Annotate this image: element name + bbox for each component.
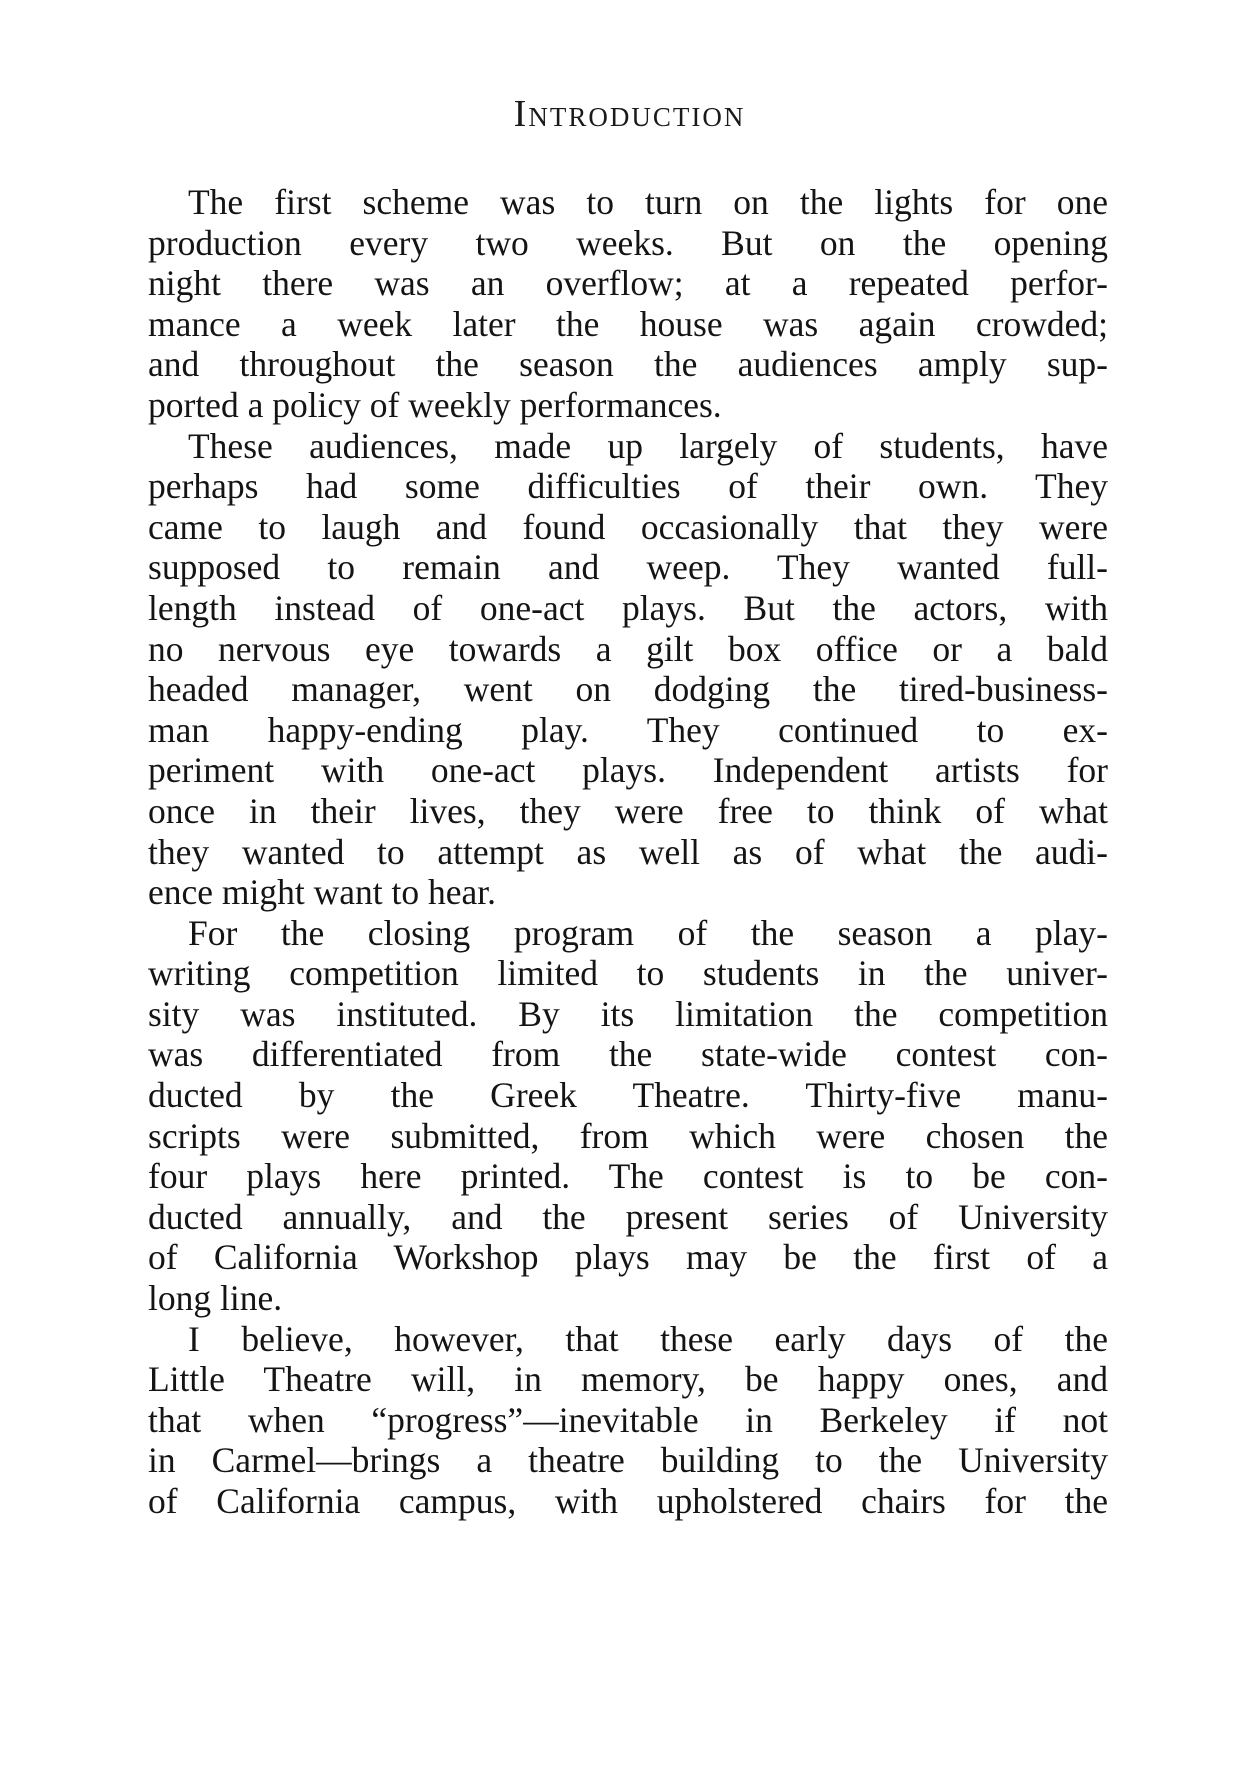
- text-line: that when “progress”—inevitable in Berkeley if not: [148, 1399, 1108, 1440]
- text-line: headed manager, went on dodging the tired-business-: [148, 669, 1108, 710]
- text-line: ducted annually, and the present series of University: [148, 1196, 1108, 1237]
- text-line: once in their lives, they were free to think of what: [148, 790, 1108, 831]
- text-line: mance a week later the house was again crowded;: [148, 303, 1108, 344]
- text-line: Little Theatre will, in memory, be happy ones, and: [148, 1359, 1108, 1400]
- paragraph-1: [148, 182, 1108, 426]
- running-head: Introduction: [513, 93, 746, 135]
- text-line: long line.: [148, 1278, 283, 1319]
- text-line: writing competition limited to students in the univer-: [148, 953, 1108, 994]
- text-line: ence might want to hear.: [148, 872, 496, 913]
- body-text: [148, 182, 1108, 1522]
- text-line: scripts were submitted, from which were chosen the: [148, 1115, 1108, 1156]
- text-line: periment with one-act plays. Independent artists for: [148, 750, 1108, 791]
- text-line: night there was an overflow; at a repeated perfor-: [148, 263, 1108, 304]
- text-line: These audiences, made up largely of students, have: [188, 425, 1108, 466]
- text-line: ported a policy of weekly performances.: [148, 384, 722, 425]
- text-line: The first scheme was to turn on the lights for one: [188, 182, 1108, 222]
- text-line: four plays here printed. The contest is to be con-: [148, 1156, 1108, 1197]
- text-line: of California Workshop plays may be the first of a: [148, 1237, 1108, 1278]
- text-line: For the closing program of the season a play-: [188, 912, 1108, 953]
- paragraph-2: [148, 426, 1108, 913]
- text-line: sity was instituted. By its limitation the competition: [148, 993, 1108, 1034]
- text-line: in Carmel—brings a theatre building to the University: [148, 1440, 1108, 1481]
- text-line: they wanted to attempt as well as of what the audi-: [148, 831, 1108, 872]
- text-line: I believe, however, that these early days of the: [188, 1318, 1108, 1359]
- text-line: perhaps had some difficulties of their own. They: [148, 466, 1108, 507]
- text-line: was differentiated from the state-wide contest con-: [148, 1034, 1108, 1075]
- text-line: came to laugh and found occasionally that they were: [148, 506, 1108, 547]
- text-line: no nervous eye towards a gilt box office or a bald: [148, 628, 1108, 669]
- text-line: ducted by the Greek Theatre. Thirty-five manu-: [148, 1075, 1108, 1116]
- text-line: production every two weeks. But on the opening: [148, 222, 1108, 263]
- text-line: man happy-ending play. They continued to ex-: [148, 709, 1108, 750]
- paragraph-4: [148, 1319, 1108, 1522]
- text-line: length instead of one-act plays. But the actors, with: [148, 587, 1108, 628]
- text-line: and throughout the season the audiences amply sup-: [148, 344, 1108, 385]
- text-line: supposed to remain and weep. They wanted full-: [148, 547, 1108, 588]
- paragraph-3: [148, 913, 1108, 1319]
- text-line: of California campus, with upholstered chairs for the: [148, 1481, 1108, 1521]
